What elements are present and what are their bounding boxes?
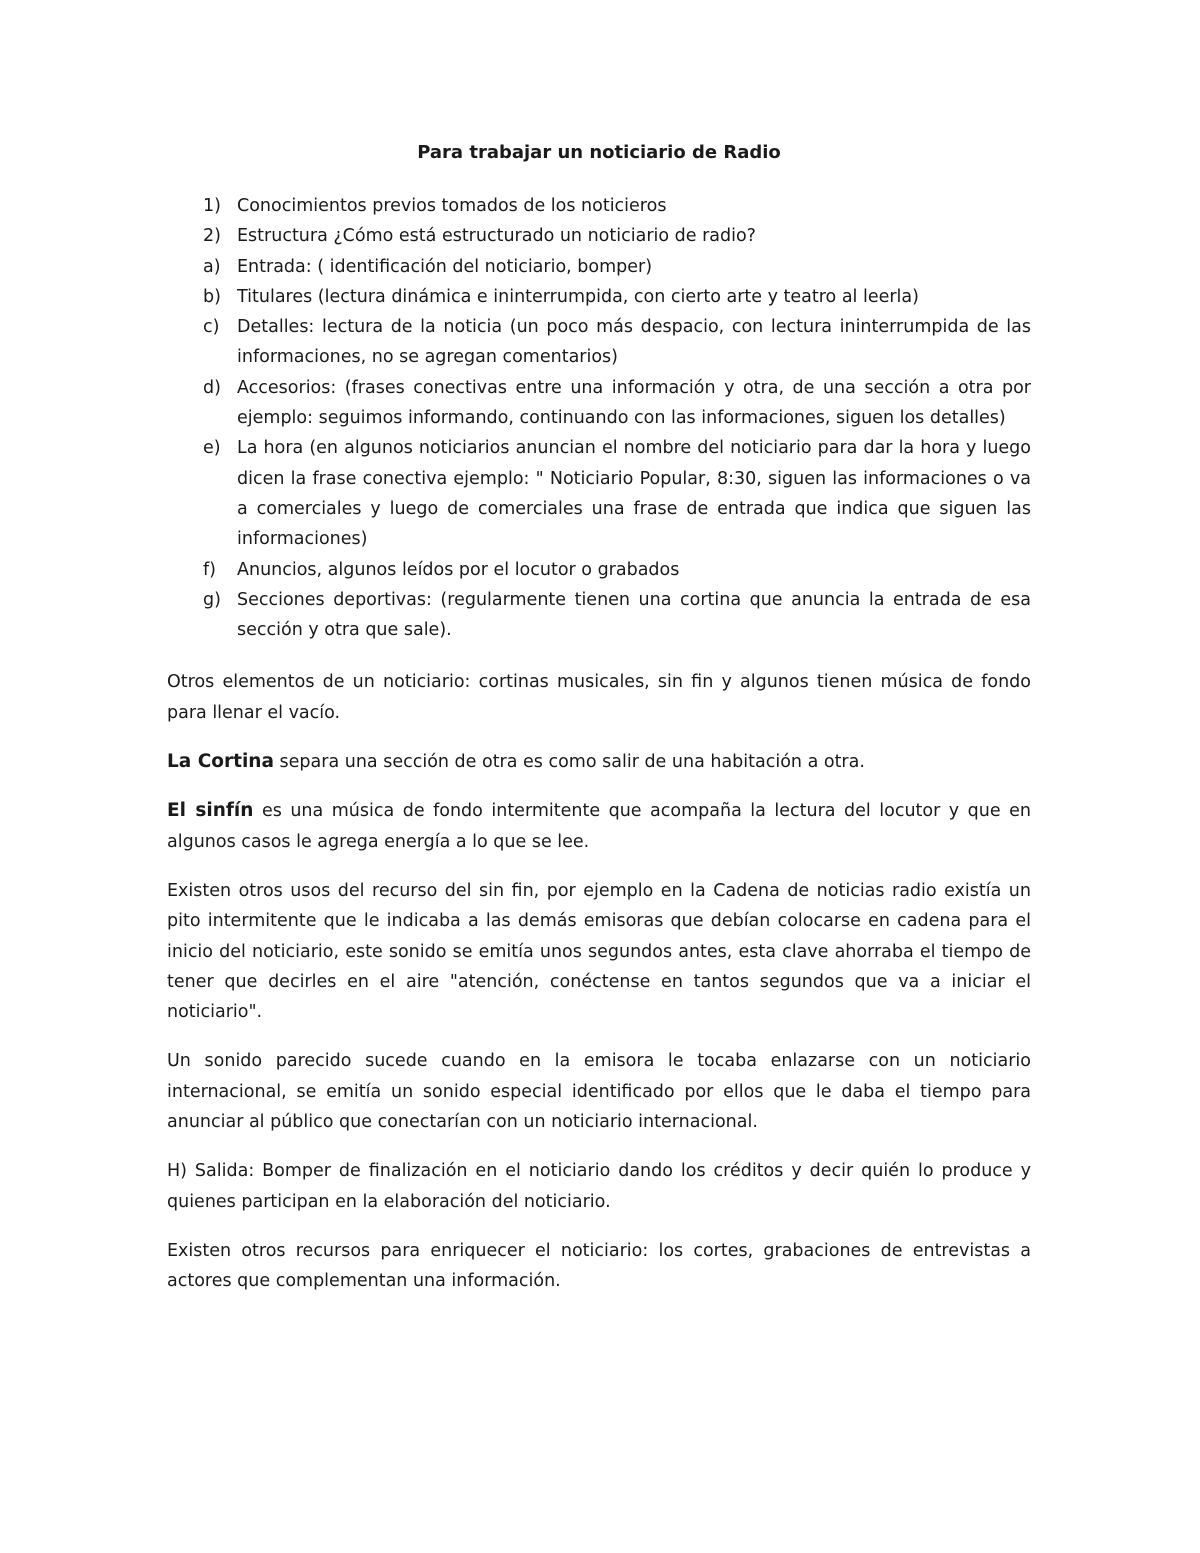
term-el-sinfin: El sinfín: [167, 800, 254, 822]
list-item: [167, 191, 1031, 221]
list-item: [167, 373, 1031, 434]
list-item: [167, 282, 1031, 312]
paragraph-cortina: [167, 747, 1031, 777]
list-item-text: La hora (en algunos noticiarios anuncian el nombre del noticiario para dar la hora y luego dicen la frase conectiva ejemplo: " Noticiario Popular, 8:30, siguen las informaciones o va a comerciales y luego de comerciales una frase de entrada que indica que siguen las informaciones): [237, 438, 1031, 550]
paragraph-sinfin: [167, 796, 1031, 857]
list-marker: d): [203, 377, 221, 398]
list-marker: f): [203, 559, 216, 580]
list-item-text: Estructura ¿Cómo está estructurado un noticiario de radio?: [237, 226, 756, 247]
paragraph-otros-elementos: Otros elementos de un noticiario: cortinas musicales, sin fin y algunos tienen música de fondo para llenar el vacío.: [167, 672, 1031, 723]
term-la-cortina: La Cortina: [167, 751, 274, 773]
list-item-text: Detalles: lectura de la noticia (un poco más despacio, con lectura ininterrumpida de las informaciones, no se agregan comentarios): [237, 317, 1031, 368]
list-marker: 1): [203, 196, 221, 216]
list-item-text: Secciones deportivas: (regularmente tienen una cortina que anuncia la entrada de esa sección y otra que sale).: [237, 589, 1031, 641]
paragraph-salida: H) Salida: Bomper de finalización en el noticiario dando los créditos y decir quién lo produce y quienes participan en la elaboración del noticiario.: [167, 1161, 1031, 1212]
list-item: [167, 433, 1031, 554]
list-item: [167, 252, 1031, 282]
list-marker: b): [203, 286, 221, 307]
paragraph-otros-usos: Existen otros usos del recurso del sin fin, por ejemplo en la Cadena de noticias radio existía un pito intermitente que le indicaba a las demás emisoras que debían colocarse en cadena para el inicio del noticiario, este sonido se emitía unos segundos antes, esta clave ahorraba el tiempo de tener que decirles en el aire "atención, conéctense en tantos segundos que va a iniciar el noticiario".: [167, 880, 1031, 1023]
list-item: [167, 585, 1031, 646]
paragraph-sonido-parecido: Un sonido parecido sucede cuando en la emisora le tocaba enlazarse con un noticiario internacional, se emitía un sonido especial identificado por ellos que le daba el tiempo para anunciar al público que conectarían con un noticiario internacional.: [167, 1051, 1031, 1133]
list-item-text: Anuncios, algunos leídos por el locutor o grabados: [237, 559, 680, 580]
list-item-text: Entrada: ( identificación del noticiario, bomper): [237, 256, 653, 277]
structure-list: [167, 191, 1031, 645]
list-marker: e): [203, 438, 221, 459]
document-body: [167, 138, 1031, 1316]
document-title: Para trabajar un noticiario de Radio: [417, 142, 781, 163]
list-marker: 2): [203, 226, 221, 247]
list-item-text: Conocimientos previos tomados de los noticieros: [237, 196, 667, 216]
paragraph-otros-recursos: Existen otros recursos para enriquecer el noticiario: los cortes, grabaciones de entrevistas a actores que complementan una información.: [167, 1240, 1031, 1292]
list-marker: c): [203, 317, 220, 338]
list-item-text: Titulares (lectura dinámica e ininterrumpida, con cierto arte y teatro al leerla): [237, 286, 919, 307]
list-marker: a): [203, 256, 221, 277]
list-item-text: Accesorios: (frases conectivas entre una información y otra, de una sección a otra por ejemplo: seguimos informando, continuando con las informaciones, siguen los detalles): [237, 377, 1031, 429]
list-item: [167, 221, 1031, 251]
list-marker: g): [203, 589, 221, 610]
paragraph-cortina-text: separa una sección de otra es como salir de una habitación a otra.: [273, 752, 865, 773]
paragraph-sinfin-text: es una música de fondo intermitente que acompaña la lectura del locutor y que en algunos casos le agrega energía a lo que se lee.: [167, 801, 1031, 852]
list-item: [167, 555, 1031, 585]
list-item: [167, 312, 1031, 373]
